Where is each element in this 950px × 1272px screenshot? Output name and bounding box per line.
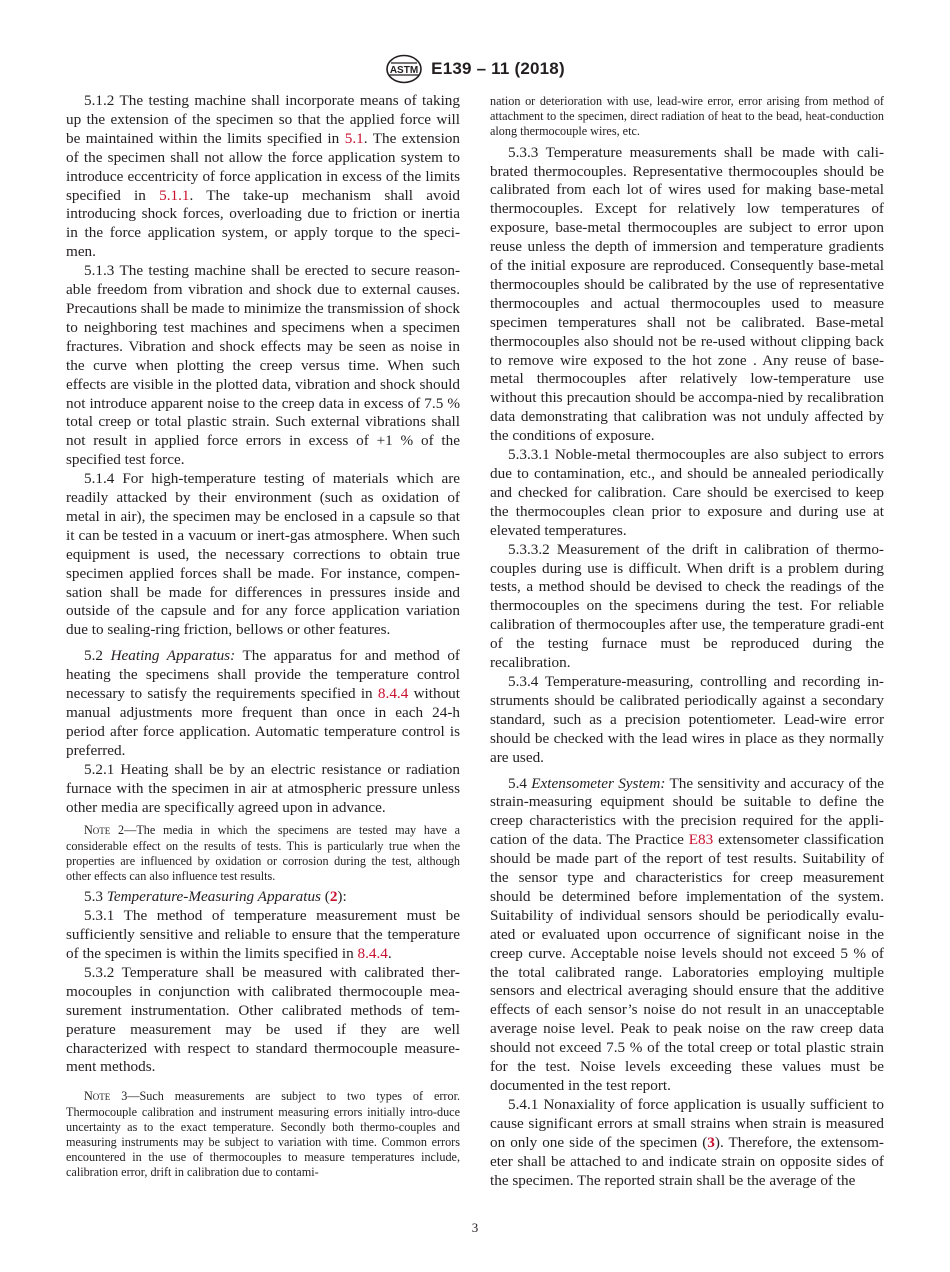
section-5-3-2: 5.3.2 Temperature shall be measured with calibrated ther-mocouples in conjunction with calibrated thermocouple mea-surement instrumentation. Other calibrated methods of tem-perature measurement may be used if they are well characterized with respect to standard thermocouple measure-ment methods. xyxy=(66,963,460,1076)
section-5-4: 5.4 Extensometer System: The sensitivity and accuracy of the strain-measuring equipment should be suitable to define the creep characteristics with the precision required for the appli-cation of the data. The Practice E83 extensometer classification should be made part of the report of test results. Suitability of the sensor type and characteristics for creep measurement should be determined before implementation of the system. Suitability of individual sensors should be periodically evalu-ated or evaluated upon occurrence of significant noise in the creep curve. Acceptable noise levels should not exceed 5 % of the total calibrated range. Laboratories employing multiple sensors and electrical averaging should ensure that the additive effects of each sensor’s noise do not result in an unacceptable average noise level. Peak to peak noise on the raw creep data should not exceed 7.5 % of the total creep or total plastic strain for the test. Noise levels exceeding these values must be documented in the test report. xyxy=(490,774,885,1095)
page-number: 3 xyxy=(471,1220,479,1235)
section-5-4-1: 5.4.1 Nonaxiality of force application is usually sufficient to cause significant errors at small strains when strain is measured on only one side of the specimen (3). Therefore, the extensom-eter shall be attached to and indicate strain on opposite sides of the specimen. The reported strain shall be the average of the xyxy=(490,1095,884,1189)
link-8-4-4[interactable]: 8.4.4 xyxy=(357,944,388,962)
logo-text: ASTM xyxy=(390,65,419,76)
note-2: Note 2—The media in which the specimens are tested may have a considerable effect on the results of tests. This is particularly true when the properties are influenced by oxidation or corrosion during the test, although other effects can also influence test results. xyxy=(66,823,460,884)
section-5-1-3: 5.1.3 The testing machine shall be erected to secure reason-able freedom from vibration and shock due to external causes. Precautions shall be made to minimize the transmission of shock to neighboring test machines and specimens when a specimen fractures. Vibration and shock effects may be seen as noise in the curve when plotting the creep versus time. When such effects are visible in the plotted data, vibration and shock should not introduce apparent noise to the creep data in excess of 7.5 % total creep or total plastic strain. Such external vibrations shall not result in applied force errors in excess of +1 % of the specified test force. xyxy=(66,262,461,469)
section-5-3-4: 5.3.4 Temperature-measuring, controlling and recording in-struments should be calibrated periodically against a secondary standard, such as a precision potentiometer. Lead-wire error should be checked with the lead wires in place as they normally are used. xyxy=(490,672,884,766)
reference-3[interactable]: 3 xyxy=(707,1133,715,1151)
section-5-3-3-1: 5.3.3.1 Noble-metal thermocouples are also subject to errors due to contamination, etc., and should be annealed periodically and checked for calibration. Care should be exercised to keep the thermocouples clean prior to exposure and during use at elevated temperatures. xyxy=(490,446,884,539)
link-5-1[interactable]: 5.1 xyxy=(344,129,364,147)
section-5-3-3-2: 5.3.3.2 Measurement of the drift in calibration of thermo-couples during use is difficult. When drift is a problem during tests, a method should be devised to check the readings of the thermocouples on the specimens during the test. For reliable calibration of thermocouples after use, the temperature gradi-ent of the testing furnace must be reproduced during the recalibration. xyxy=(490,540,884,672)
link-5-1-1[interactable]: 5.1.1 xyxy=(159,186,190,204)
section-5-3-3: 5.3.3 Temperature measurements shall be made with cali-brated thermocouples. Representative thermocouples should be calibrated from each lot of wires used for making base-metal thermocouples. Except for relatively low temperatures of exposure, base-metal thermocouples are subject to error upon reuse unless the depth of immersion and temperature gradients of the initial exposure are reproduced. Consequently base-metal thermocouples should be calibrated by the use of representative thermocouples and actual thermocouples used to measure specimen temperatures shall not be calibrated. Base-metal thermocouples also should not be re-used without clipping back to remove wire exposed to the hot zone . Any reuse of base-metal thermocouples after relatively low-temperature use without this precaution should be accompa-nied by recalibration data demonstrating that calibration was not unduly affected by the conditions of exposure. xyxy=(490,143,884,445)
note-3: Note 3—Such measurements are subject to two types of error. Thermocouple calibration and instrument measuring errors initially intro-duce uncertainty as to the exact temperature. Secondly both thermo-couples and measuring instruments may be subject to variation with time. Common errors encountered in the use of thermocouples to measure temperatures include, calibration error, drift in calibration due to contami- xyxy=(66,1089,460,1180)
document-title: E139 – 11 (2018) xyxy=(431,59,565,78)
right-column xyxy=(490,92,884,1190)
section-5-2-1: 5.2.1 Heating shall be by an electric resistance or radiation furnace with the specimen in air at atmospheric pressure unless other media are specifically agreed upon in advance. xyxy=(66,760,460,816)
section-5-3: 5.3 Temperature-Measuring Apparatus (2): xyxy=(84,888,347,906)
section-5-1-2: 5.1.2 The testing machine shall incorporate means of taking up the extension of the specimen so that the applied force will be maintained within the limits specified in 5.1. The extension of the specimen shall not allow the force application system to introduce eccentricity of force application in excess of the limits specified in 5.1.1. The take-up mechanism shall avoid introducing shock forces, overloading due to friction or inertia in the force application system, or apply torque to the speci-men. xyxy=(66,92,460,261)
section-5-3-1: 5.3.1 The method of temperature measurement must be sufficiently sensitive and reliable to ensure that the temperature of the specimen is within the limits specified in 8.4.4. xyxy=(66,907,460,962)
section-5-1-4: 5.1.4 For high-temperature testing of materials which are readily attacked by their environment (such as oxidation of metal in air), the specimen may be enclosed in a capsule so that it can be tested in a vacuum or inert-gas atmosphere. When such equipment is used, the necessary corrections to obtain true specimen applied forces shall be made. For instance, compen-sation shall be made for differences in pressures inside and outside of the capsule and for any force application variation due to sealing-ring friction, bellows or other features. xyxy=(66,470,460,639)
page-header xyxy=(0,54,950,84)
link-e83[interactable]: E83 xyxy=(688,831,714,849)
link-8-4-4[interactable]: 8.4.4 xyxy=(377,685,409,703)
astm-logo-icon xyxy=(385,54,423,84)
note-3-continued: nation or deterioration with use, lead-wire error, error arising from method of attachment to the specimen, direct radiation of heat to the bead, heat-conduction along thermocouple wires, etc. xyxy=(490,94,884,139)
section-5-2: 5.2 Heating Apparatus: The apparatus for and method of heating the specimens shall provide the temperature control necessary to satisfy the requirements specified in 8.4.4 without manual adjustments more frequent than once in each 24-h period after force application. Automatic temperature control is preferred. xyxy=(66,647,460,759)
reference-2[interactable]: 2 xyxy=(329,888,338,906)
left-column xyxy=(66,92,460,1185)
